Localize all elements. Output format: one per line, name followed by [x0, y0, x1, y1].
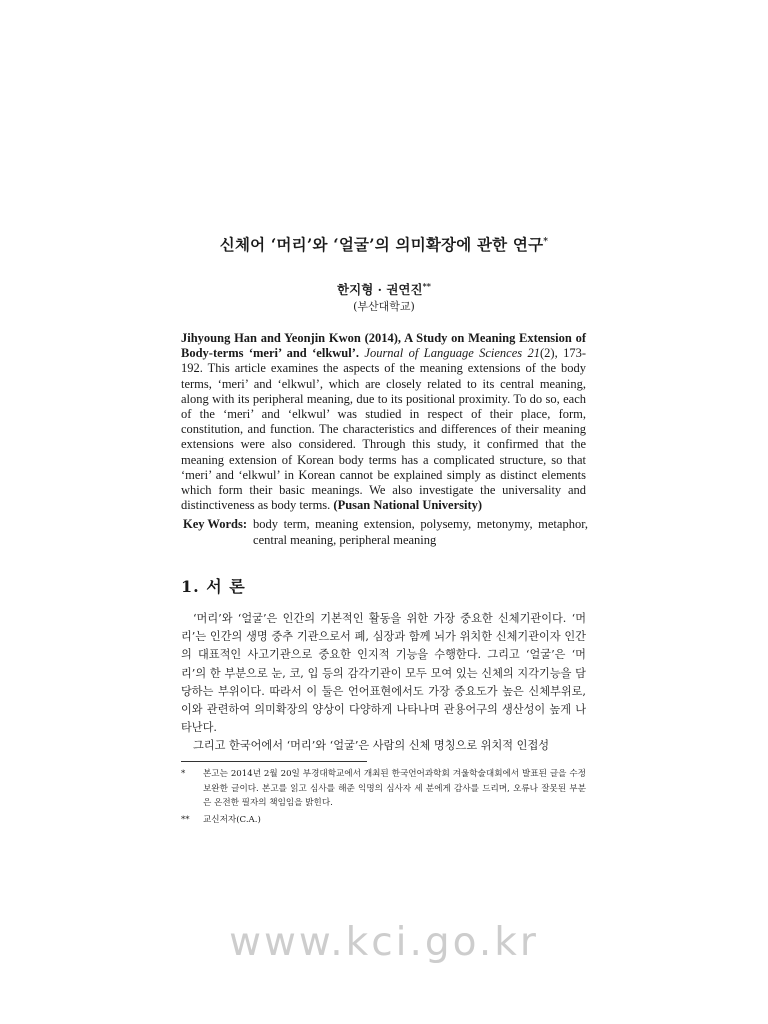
footnote-text: 교신저자(C.A.)	[203, 814, 261, 825]
footnotes	[181, 767, 586, 829]
abstract	[181, 331, 586, 513]
footnote-divider	[181, 761, 367, 762]
footnote	[181, 813, 586, 828]
keywords-text: body term, meaning extension, polysemy, metonymy, metaphor, central meaning, peripheral meaning	[253, 517, 588, 547]
body-paragraph: 그리고 한국어에서 ‘머리’와 ‘얼굴’은 사람의 신체 명칭으로 위치적 인접성	[193, 739, 550, 753]
journal-name: Journal of Language Sciences 21	[364, 346, 541, 361]
affiliation: (부산대학교)	[353, 300, 415, 313]
footnote-mark: *	[181, 769, 186, 779]
body-paragraph: ‘머리’와 ‘얼굴’은 인간의 기본적인 활동을 위한 가장 중요한 신체기관이다. ‘머리’는 인간의 생명 중추 기관으로서 폐, 심장과 함께 뇌가 위치한 신체기관이자 인간의 대표적인 사고기관으로 중요한 인지적 기능을 수행한다. 그리고 ‘얼굴’은 ‘머리’의 한 부분으로 눈, 코, 입 등의 감각기관이 모두 모여 있는 신체의 지각기능을 담당하는 부위이다. 따라서 이 둘은 언어표현에서도 가장 중요도가 높은 신체부위로, 이와 관련하여 의미확장의 양상이 다양하게 나타나며 관용어구의 생산성이 높게 나타난다.	[181, 612, 586, 735]
footnote	[181, 767, 586, 811]
authors	[180, 280, 588, 298]
keywords-label: Key Words:	[183, 517, 248, 531]
keywords	[183, 516, 588, 548]
section-body	[181, 610, 586, 756]
author-names: 한지형 · 권연진	[337, 282, 423, 297]
title-footnote-mark: *	[543, 236, 549, 247]
paper-title	[180, 233, 588, 255]
abstract-institution: (Pusan National University)	[333, 498, 483, 513]
abstract-citation: Jihyoung Han and Yeonjin Kwon (2014), A Study on Meaning Extension of Body-terms ‘meri’ and ‘elkwul’.	[181, 331, 586, 361]
footnote-mark: **	[181, 814, 190, 825]
section-heading: 1. 서 론	[181, 577, 246, 596]
journal-issue: (2),	[540, 346, 558, 361]
abstract-body: 173-192. This article examines the aspects of the meaning extensions of the body terms, ‘meri’ and ‘elkwul’, which are closely related to its central meaning, along with its peripheral meaning, due to its positional proximity. To do so, each of the ‘meri’ and ‘elkwul’ was studied in respect of their place, form, constitution, and function. The characteristics and differences of their meaning extensions were also considered. Through this study, it confirmed that the meaning extension of Korean body terms has a complicated structure, so that ‘meri’ and ‘elkwul’ in Korean cannot be explained simply as distinct elements which form their basic meanings. We also investigate the universality and distinctiveness as body terms.	[181, 346, 587, 513]
author-footnote-mark: **	[422, 280, 431, 291]
watermark: www.kci.go.kr	[229, 920, 539, 965]
footnote-text: 본고는 2014년 2월 20일 부경대학교에서 개최된 한국언어과학회 겨울학술대회에서 발표된 글을 수정 보완한 글이다. 본고를 읽고 심사를 해준 익명의 심사자 세 분에게 감사를 드리며, 오류나 잘못된 부분은 온전한 필자의 책임임을 밝힌다.	[203, 769, 586, 808]
paper-title-text: 신체어 ‘머리’와 ‘얼굴’의 의미확장에 관한 연구	[219, 235, 544, 254]
